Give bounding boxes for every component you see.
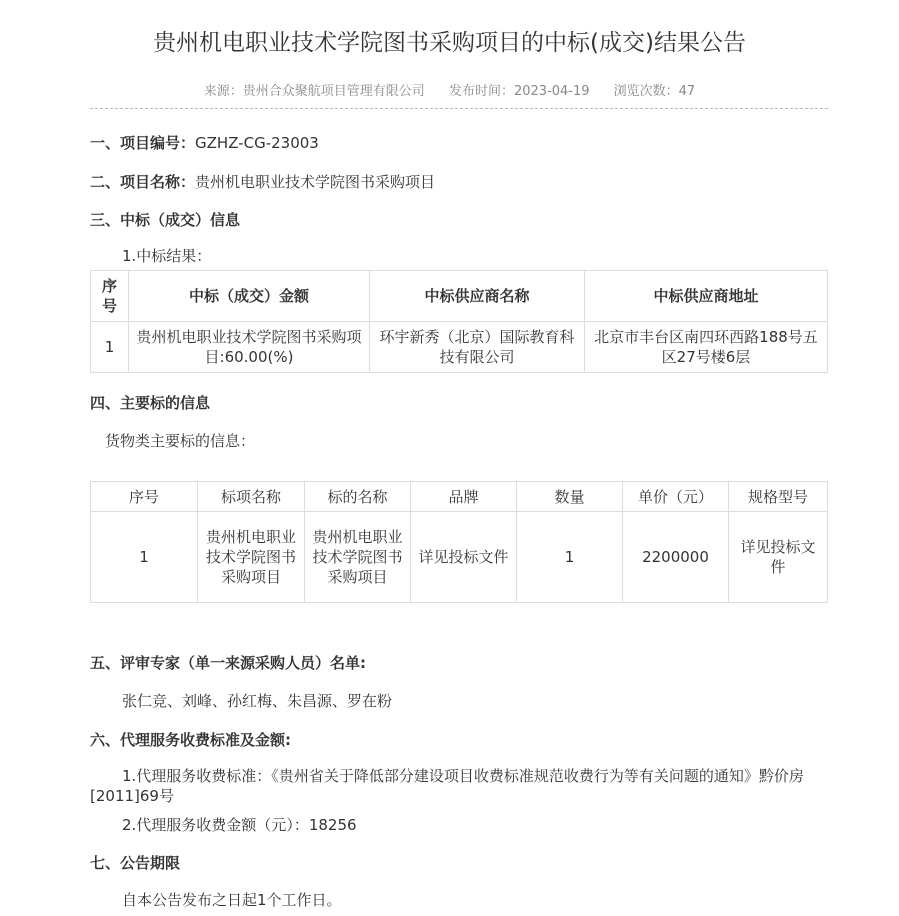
goods-cell-subject: 贵州机电职业技术学院图书采购项目 [305, 512, 411, 603]
goods-cell-qty: 1 [517, 512, 623, 603]
award-col-index: 序号 [91, 271, 129, 322]
goods-col-price: 单价（元） [623, 482, 729, 512]
goods-col-subject: 标的名称 [305, 482, 411, 512]
award-col-supplier: 中标供应商名称 [370, 271, 585, 322]
award-table [90, 270, 828, 373]
publish-time: 发布时间：2023-04-19 [448, 84, 590, 99]
award-col-amount: 中标（成交）金额 [129, 271, 370, 322]
section7-heading: 七、公告期限 [90, 854, 181, 872]
section1-heading [90, 132, 319, 153]
goods-col-qty: 数量 [517, 482, 623, 512]
award-cell-index: 1 [91, 322, 129, 373]
expert-names: 张仁竞、刘峰、孙红梅、朱昌源、罗在粉 [122, 692, 393, 710]
goods-table [90, 481, 828, 603]
section4-heading: 四、主要标的信息 [90, 394, 211, 412]
goods-cell-price: 2200000 [623, 512, 729, 603]
goods-table-header [91, 482, 828, 512]
view-count: 浏览次数：47 [613, 84, 696, 99]
goods-cell-item: 贵州机电职业技术学院图书采购项目 [198, 512, 305, 603]
section5-heading: 五、评审专家（单一来源采购人员）名单: [90, 654, 367, 672]
award-col-address: 中标供应商地址 [585, 271, 828, 322]
goods-cell-index: 1 [91, 512, 198, 603]
section1-label: 一、项目编号： [90, 134, 196, 152]
title-divider [90, 108, 828, 109]
fee-standard: 1.代理服务收费标准：《贵州省关于降低部分建设项目收费标准规范收费行为等有关问题的通知》黔价房[2011]69号 [90, 767, 804, 805]
source-text: 来源：贵州合众聚航项目管理有限公司 [203, 84, 425, 99]
fee-amount: 2.代理服务收费金额（元）：18256 [122, 816, 357, 834]
table-row [91, 322, 828, 373]
notice-period-text: 自本公告发布之日起1个工作日。 [122, 891, 342, 909]
goods-col-item: 标项名称 [198, 482, 305, 512]
section2-heading [90, 171, 435, 192]
table-row [91, 512, 828, 603]
award-table-header [91, 271, 828, 322]
goods-cell-spec: 详见投标文件 [729, 512, 828, 603]
meta-bar [0, 80, 899, 99]
section6-heading: 六、代理服务收费标准及金额: [90, 731, 291, 749]
section3-sub: 1.中标结果： [122, 247, 212, 265]
goods-cell-brand: 详见投标文件 [411, 512, 517, 603]
project-name: 贵州机电职业技术学院图书采购项目 [195, 173, 436, 191]
project-number: GZHZ-CG-23003 [195, 134, 319, 152]
award-cell-supplier: 环宇新秀（北京）国际教育科技有限公司 [370, 322, 585, 373]
goods-col-spec: 规格型号 [729, 482, 828, 512]
section3-heading: 三、中标（成交）信息 [90, 211, 241, 229]
goods-col-brand: 品牌 [411, 482, 517, 512]
goods-col-index: 序号 [91, 482, 198, 512]
award-cell-amount: 贵州机电职业技术学院图书采购项目:60.00(%) [129, 322, 370, 373]
section4-sub: 货物类主要标的信息： [105, 432, 256, 450]
page-title: 贵州机电职业技术学院图书采购项目的中标(成交)结果公告 [153, 30, 746, 56]
award-cell-address: 北京市丰台区南四环西路188号五区27号楼6层 [585, 322, 828, 373]
section2-label: 二、项目名称： [90, 173, 196, 191]
